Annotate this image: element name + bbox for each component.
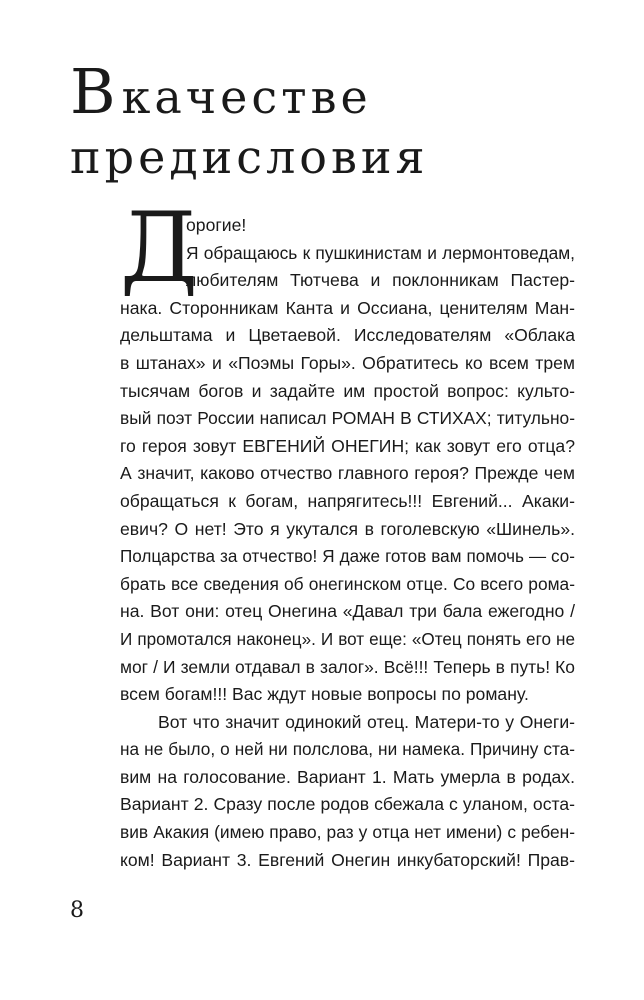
chapter-heading (70, 55, 429, 187)
text-line: на не было, о ней ни полслова, ни намека. Причину ста- (120, 739, 575, 760)
text-line: дельштама и Цветаевой. Исследователям «Облака (120, 325, 575, 346)
text-line: Полцарства за отчество! Я даже готов вам помочь — со- (120, 547, 575, 567)
text-line: вив Акакия (имею право, раз у отца нет имени) с ребен- (120, 822, 575, 843)
text-line: на. Вот они: отец Онегина «Давал три бала ежегодно / (120, 601, 575, 622)
heading-line-1 (70, 55, 429, 128)
text-line: в штанах» и «Поэмы Горы». Обратитесь ко всем трем (120, 352, 575, 373)
heading-line-2: предисловия (70, 130, 429, 184)
text-line: Вот что значит одинокий отец. Матери-то у Онеги- (158, 711, 575, 732)
text-line: Я обращаюсь к пушкинистам и лермонтоведам, (186, 242, 575, 263)
text-line: ком! Вариант 3. Евгений Онегин инкубаторский! Прав- (120, 849, 575, 870)
text-line: всем богам!!! Вас ждут новые вопросы по роману. (120, 684, 529, 705)
text-line: любителям Тютчева и поклонникам Пастер- (186, 270, 575, 291)
text-line: обращаться к богам, напрягитесь!!! Евгений... Акаки- (120, 490, 575, 511)
heading-initial-letter: В (70, 55, 116, 128)
page-number: 8 (70, 898, 84, 923)
text-line: вим на голосование. Вариант 1. Мать умерла в родах. (120, 766, 575, 787)
text-line: евич? О нет! Это я укутался в гоголевскую «Шинель». (120, 518, 575, 539)
text-line: Вариант 2. Сразу после родов сбежала с уланом, оста- (120, 794, 575, 815)
text-line: тысячам богов и задайте им простой вопрос: культо- (120, 380, 575, 401)
drop-cap-letter: Д (120, 192, 199, 304)
heading-word-kachestve: качестве (121, 70, 372, 124)
body-text (120, 212, 575, 874)
text-line: И промотался наконец». И вот еще: «Отец понять его не (120, 628, 575, 649)
text-line: го героя зовут ЕВГЕНИЙ ОНЕГИН; как зовут его отца? (120, 435, 575, 456)
text-line: орогие! (186, 215, 247, 235)
text-line: брать все сведения об онегинском отце. Со всего рома- (120, 573, 575, 594)
text-line: нака. Сторонникам Канта и Оссиана, ценителям Ман- (120, 297, 575, 318)
text-line: мог / И земли отдавал в залог». Всё!!! Теперь в путь! Ко (120, 656, 575, 677)
text-line: вый поэт России написал РОМАН В СТИХАХ; титульно- (120, 408, 575, 429)
text-line: А значит, каково отчество главного героя? Прежде чем (120, 463, 575, 484)
